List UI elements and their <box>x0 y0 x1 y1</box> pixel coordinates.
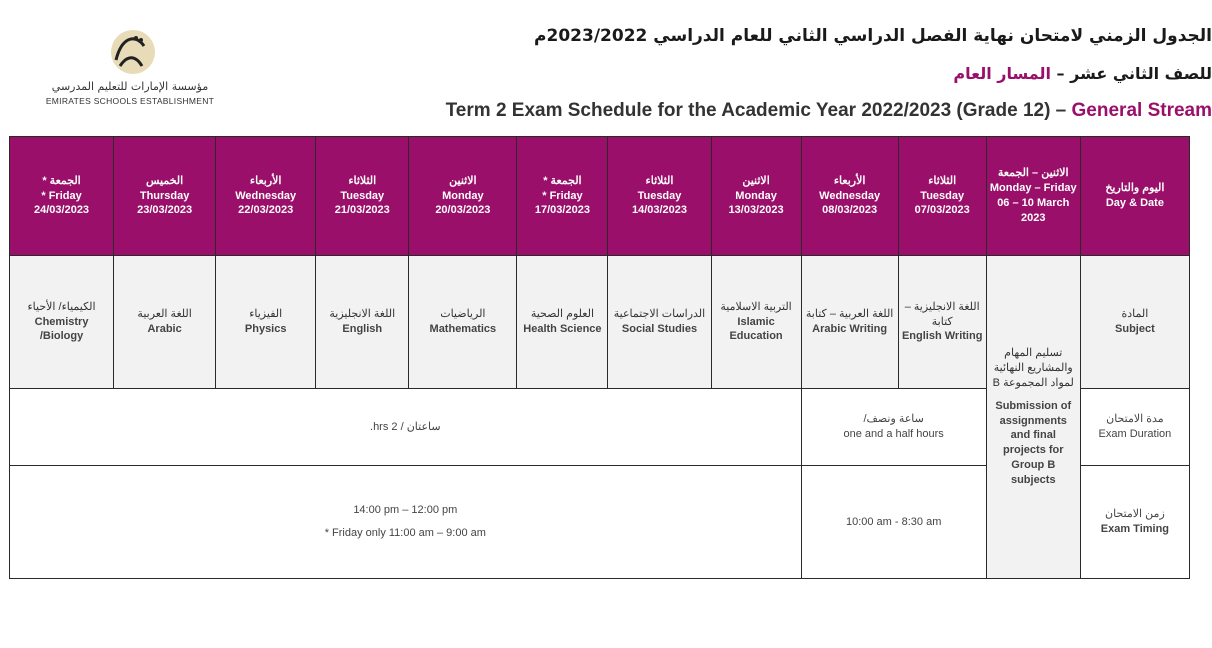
subject-cell <box>316 256 409 389</box>
day-en: Monday – Friday <box>989 182 1077 195</box>
subject-ar: الدراسات الاجتماعية <box>613 308 706 321</box>
row-label-subject <box>1080 256 1189 389</box>
date: 21/03/2023 <box>334 204 390 217</box>
date: 06 – 10 March 2023 <box>997 197 1070 224</box>
day-en: * Friday <box>542 189 583 202</box>
date: 13/03/2023 <box>728 204 784 217</box>
logo-english-name: EMIRATES SCHOOLS ESTABLISHMENT <box>45 96 215 106</box>
subject-en: Social Studies <box>621 323 698 335</box>
subject-en: Physics <box>244 323 287 335</box>
subject-ar: اللغة العربية – كتابة <box>805 308 894 321</box>
row-label-en: Subject <box>1115 323 1155 335</box>
subject-cell <box>608 256 711 389</box>
row-label-en: Exam Timing <box>1100 523 1170 535</box>
day-ar: الثلاثاء <box>645 174 674 187</box>
day-ar: الاثنين <box>742 174 770 187</box>
subject-ar: العلوم الصحية <box>530 308 594 321</box>
day-date-cell <box>711 137 801 256</box>
date: 14/03/2023 <box>631 204 688 217</box>
day-date-cell <box>10 137 114 256</box>
date: 22/03/2023 <box>238 204 294 217</box>
timing-short: 10:00 am - 8:30 am <box>845 515 942 528</box>
timing-short-cell <box>801 466 986 579</box>
day-ar: الجمعة * <box>42 174 81 187</box>
subject-en: Chemistry /Biology <box>34 315 89 343</box>
day-ar: الأربعاء <box>249 174 282 187</box>
date: 17/03/2023 <box>534 204 590 217</box>
day-date-cell <box>801 137 898 256</box>
day-en: Wednesday <box>235 189 297 202</box>
subject-cell <box>216 256 316 389</box>
date: 20/03/2023 <box>435 204 491 217</box>
day-en: * Friday <box>41 189 82 202</box>
timing-long: 14:00 pm – 12:00 pm <box>353 504 458 517</box>
day-date-cell <box>517 137 608 256</box>
day-date-cell <box>316 137 409 256</box>
subject-ar: اللغة الانجليزية <box>329 308 396 321</box>
duration-long-cell <box>10 389 802 466</box>
subject-en: Mathematics <box>429 323 497 335</box>
subject-ar: اللغة العربية <box>137 308 192 321</box>
title-english <box>446 100 1212 122</box>
subject-en: Arabic Writing <box>812 323 888 335</box>
subject-cell <box>114 256 216 389</box>
day-date-cell <box>608 137 711 256</box>
stream-arabic: المسار العام <box>953 64 1051 83</box>
day-date-cell <box>216 137 316 256</box>
title-english-main: Term 2 Exam Schedule for the Academic Year 2022/2023 (Grade 12) – <box>445 100 1072 121</box>
row-label-day-date <box>1080 137 1189 256</box>
subject-cell <box>10 256 114 389</box>
day-en: Tuesday <box>340 189 385 202</box>
subject-en: Health Science <box>523 323 602 335</box>
submission-en: Submission of assignments and final projects for Group B subjects <box>995 399 1072 486</box>
row-label-duration <box>1080 389 1189 466</box>
day-en: Thursday <box>139 189 190 202</box>
day-ar: الجمعة * <box>543 174 582 187</box>
subject-en: Arabic <box>147 323 182 335</box>
row-label-timing <box>1080 466 1189 579</box>
subject-en: Islamic Education <box>729 315 783 343</box>
day-en: Tuesday <box>637 189 682 202</box>
day-date-row <box>10 137 1190 256</box>
subject-cell <box>409 256 517 389</box>
grade-arabic: للصف الثاني عشر – <box>1050 64 1212 83</box>
day-ar: الأربعاء <box>833 174 866 187</box>
day-date-cell <box>114 137 216 256</box>
subject-ar: الفيزياء <box>249 308 283 321</box>
ese-logo-icon <box>106 26 156 78</box>
day-en: Monday <box>735 189 777 202</box>
date: 24/03/2023 <box>34 204 90 217</box>
duration-short-cell <box>801 389 986 466</box>
duration-short-ar: ساعة ونصف/ <box>863 413 924 426</box>
subject-cell <box>517 256 608 389</box>
row-label-ar: مدة الامتحان <box>1106 413 1164 426</box>
title-arabic: الجدول الزمني لامتحان نهاية الفصل الدراسي الثاني للعام الدراسي 2023/2022م <box>534 26 1212 46</box>
row-label-en: Exam Duration <box>1098 428 1172 440</box>
date: 07/03/2023 <box>914 204 970 217</box>
subject-row <box>10 256 1190 389</box>
subject-ar: اللغة الانجليزية – كتابة <box>904 300 980 328</box>
day-date-cell <box>898 137 986 256</box>
row-label-ar: زمن الامتحان <box>1105 508 1165 521</box>
row-label-en: Day & Date <box>1105 197 1164 209</box>
subject-en: English <box>342 323 383 335</box>
subject-ar: الكيمياء/ الأحياء <box>27 300 96 313</box>
day-ar: الثلاثاء <box>928 174 957 187</box>
duration-short-en: one and a half hours <box>843 428 944 440</box>
duration-long: ساعتان / 2 hrs. <box>370 420 441 433</box>
day-en: Wednesday <box>819 189 881 202</box>
timing-long-friday: * Friday only 11:00 am – 9:00 am <box>324 527 486 539</box>
subject-ar: التربية الاسلامية <box>720 300 792 313</box>
day-en: Tuesday <box>920 189 965 202</box>
day-ar: الاثنين – الجمعة <box>997 167 1069 180</box>
subject-en: English Writing <box>901 330 983 343</box>
day-date-cell <box>409 137 517 256</box>
day-ar: الخميس <box>146 174 184 187</box>
row-label-ar: المادة <box>1121 308 1149 321</box>
exam-schedule-table <box>9 136 1190 579</box>
date: 08/03/2023 <box>822 204 878 217</box>
day-ar: الثلاثاء <box>348 174 377 187</box>
date: 23/03/2023 <box>137 204 193 217</box>
submission-cell <box>986 256 1080 579</box>
submission-ar: تسليم المهام والمشاريع النهائية لمواد المجموعة B <box>992 347 1074 389</box>
day-date-cell <box>986 137 1080 256</box>
subtitle-arabic <box>953 64 1212 83</box>
stream-english: General Stream <box>1071 100 1212 121</box>
row-label-ar: اليوم والتاريخ <box>1105 182 1165 195</box>
day-en: Monday <box>442 189 484 202</box>
subject-cell <box>898 256 986 389</box>
day-ar: الاثنين <box>449 174 477 187</box>
timing-long-cell <box>10 466 802 579</box>
subject-cell <box>711 256 801 389</box>
subject-ar: الرياضيات <box>440 308 486 321</box>
logo <box>40 22 220 112</box>
subject-cell <box>801 256 898 389</box>
logo-arabic-name: مؤسسة الإمارات للتعليم المدرسي <box>51 80 209 93</box>
